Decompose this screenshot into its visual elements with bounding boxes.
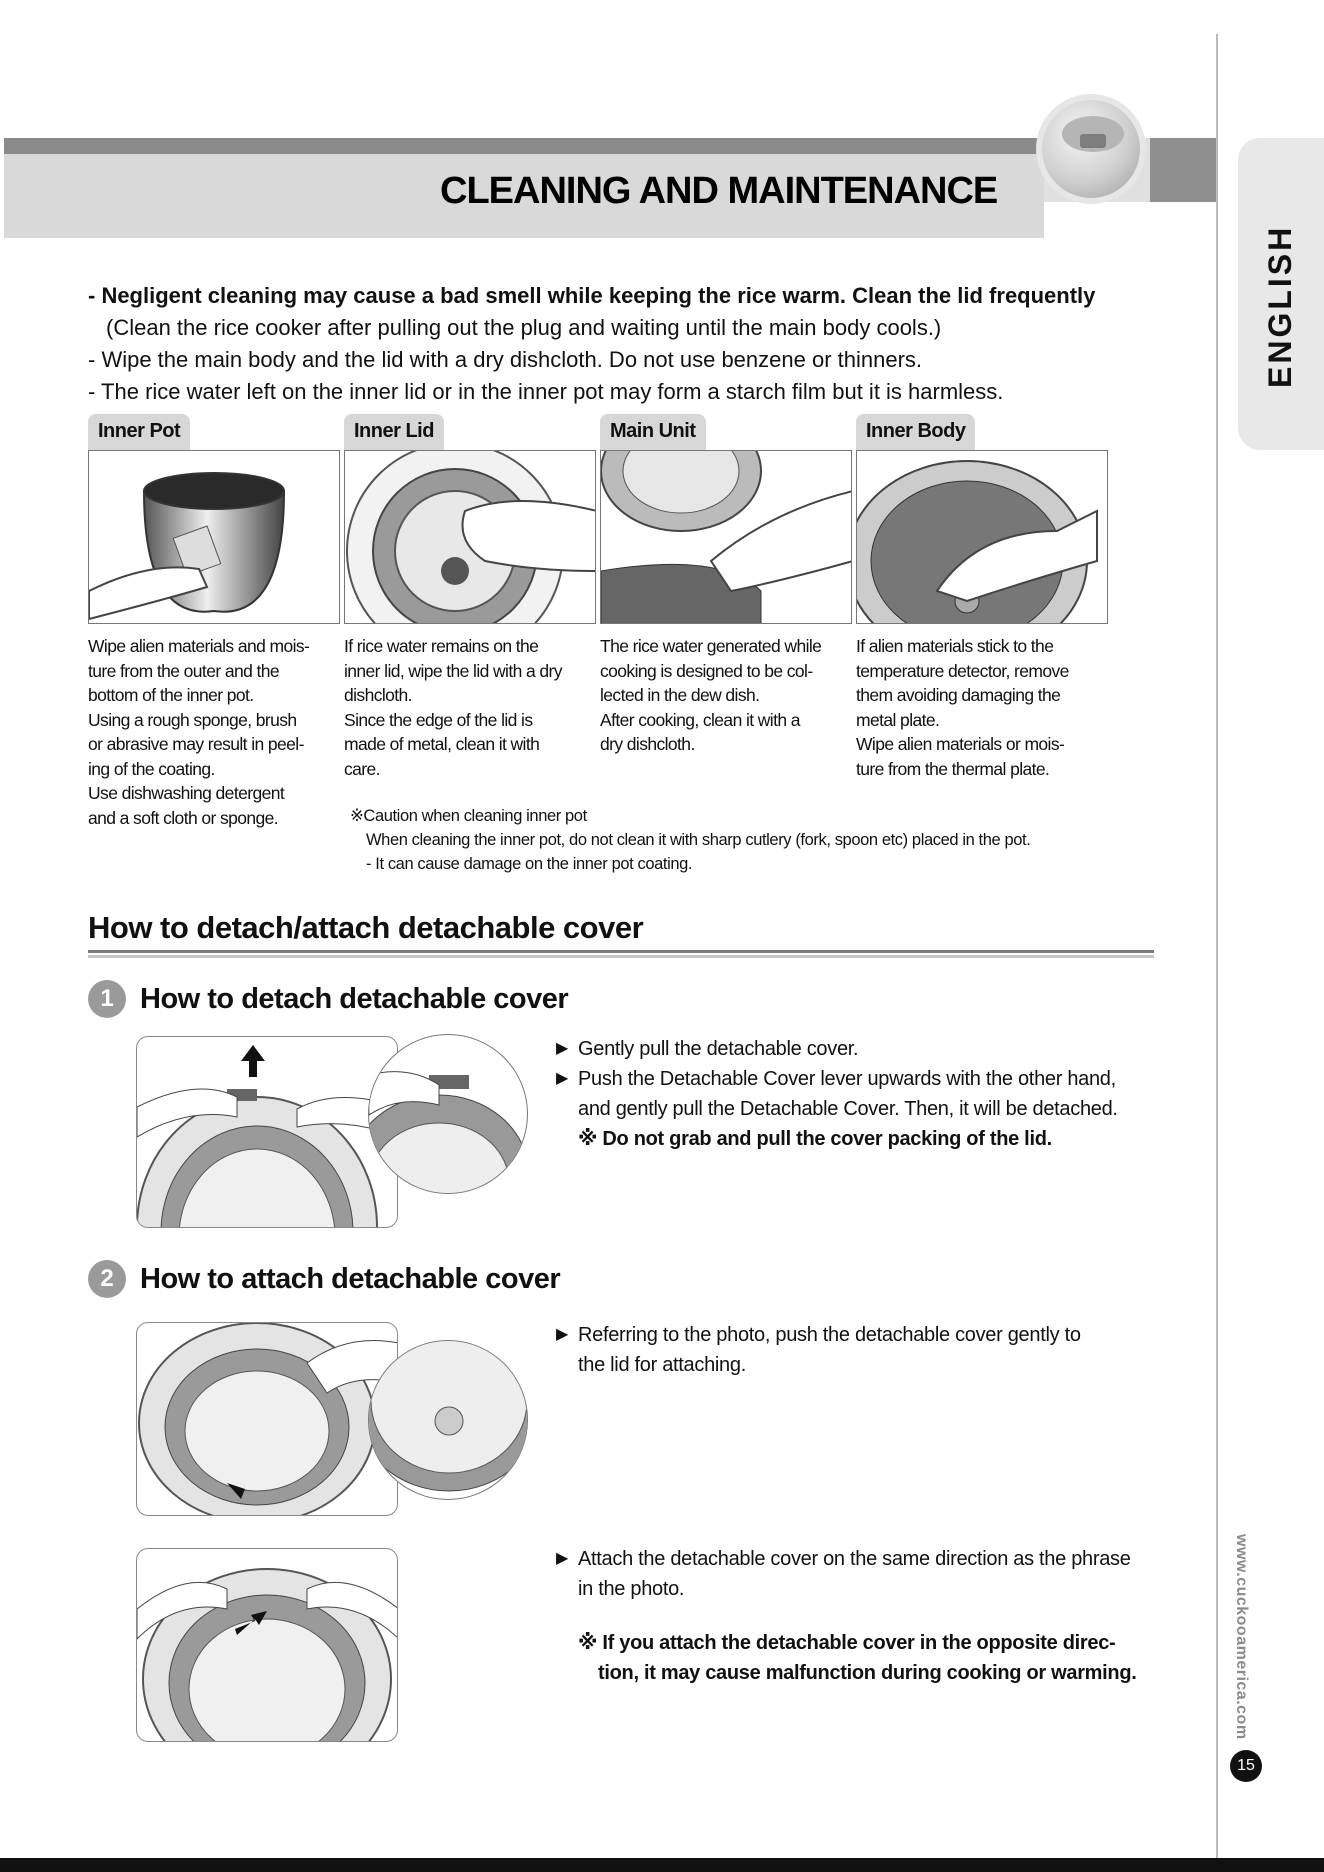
panel-inner-pot	[88, 414, 340, 830]
panel-text-line: Use dishwashing detergent	[88, 783, 285, 803]
intro-line: - The rice water left on the inner lid or in the inner pot may form a starch film but it is harmless.	[88, 379, 1004, 404]
panel-inner-body	[856, 414, 1108, 781]
intro-line: - Wipe the main body and the lid with a dry dishcloth. Do not use benzene or thinners.	[88, 347, 923, 372]
panel-text-line: and a soft cloth or sponge.	[88, 807, 279, 828]
panel-text-line: care.	[344, 758, 380, 779]
inner-lid-illustration	[344, 450, 596, 624]
caution-line: - It can cause damage on the inner pot coating.	[366, 855, 693, 873]
section-divider	[88, 950, 1154, 953]
panel-text-line: ture from the outer and the	[88, 660, 280, 681]
triangle-right-icon: ▶	[556, 1326, 569, 1343]
step-title: How to attach detachable cover	[140, 1262, 561, 1295]
instruction-text: Attach the detachable cover on the same direction as the phrase	[578, 1548, 1131, 1570]
panel-label: Inner Pot	[88, 414, 190, 450]
intro-notes	[88, 280, 1168, 408]
panel-text-line: them avoiding damaging the	[856, 685, 1061, 705]
panel-text-line: bottom of the inner pot.	[88, 685, 254, 705]
panel-main-unit	[600, 414, 852, 757]
rice-cooker-icon	[1036, 94, 1146, 204]
instruction-text: Gently pull the detachable cover.	[578, 1038, 859, 1060]
intro-line: (Clean the rice cooker after pulling out the plug and waiting until the main body cools.)	[106, 315, 942, 340]
step-1-heading	[88, 980, 568, 1018]
attach-instructions-a	[556, 1320, 1081, 1380]
panel-text-line: dry dishcloth.	[600, 734, 695, 754]
warning-note: tion, it may cause malfunction during cooking or warming.	[598, 1662, 1137, 1684]
page-title: CLEANING AND MAINTENANCE	[440, 170, 998, 212]
instruction-text: the lid for attaching.	[578, 1354, 746, 1376]
instruction-text: Referring to the photo, push the detachable cover gently to	[578, 1324, 1081, 1346]
header-dark-block	[1150, 138, 1216, 202]
intro-line: - Negligent cleaning may cause a bad smell while keeping the rice warm. Clean the lid frequently	[88, 283, 1096, 308]
header-dark-band	[4, 138, 1044, 154]
step-title: How to detach detachable cover	[140, 982, 569, 1015]
detach-zoom-detail	[368, 1034, 528, 1194]
step-number-badge: 2	[88, 1260, 126, 1298]
panel-label: Inner Body	[856, 414, 975, 450]
panel-text-line: If alien materials stick to the	[856, 636, 1054, 656]
attach-illustration	[136, 1322, 398, 1516]
panel-text-line: Wipe alien materials and mois-	[88, 636, 310, 656]
detach-instructions	[556, 1034, 1118, 1154]
inner-body-illustration	[856, 450, 1108, 624]
attach-direction-illustration	[136, 1548, 398, 1742]
panel-text-line: After cooking, clean it with a	[600, 709, 800, 730]
panel-label: Main Unit	[600, 414, 706, 450]
caution-title: ※Caution when cleaning inner pot	[350, 807, 587, 825]
panel-text-line: Since the edge of the lid is	[344, 709, 533, 730]
panel-text-line: cooking is designed to be col-	[600, 660, 813, 681]
attach-instructions-b	[556, 1544, 1137, 1688]
section-divider	[88, 955, 1154, 958]
triangle-right-icon: ▶	[556, 1040, 569, 1057]
warning-note: ※ Do not grab and pull the cover packing of the lid.	[578, 1128, 1052, 1150]
panel-label: Inner Lid	[344, 414, 444, 450]
panel-text-line: made of metal, clean it with	[344, 734, 540, 754]
panel-inner-lid	[344, 414, 596, 781]
page-bottom-edge	[0, 1858, 1324, 1872]
panel-text-line: temperature detector, remove	[856, 660, 1069, 681]
attach-zoom-detail	[368, 1340, 528, 1500]
panel-description	[88, 634, 340, 830]
panel-text-line: metal plate.	[856, 709, 940, 730]
panel-text-line: The rice water generated while	[600, 636, 822, 656]
instruction-text: in the photo.	[578, 1578, 685, 1600]
panel-text-line: inner lid, wipe the lid with a dry	[344, 660, 562, 681]
panel-description	[600, 634, 852, 757]
detach-illustration	[136, 1036, 398, 1228]
panel-text-line: dishcloth.	[344, 685, 412, 705]
panel-text-line: lected in the dew dish.	[600, 685, 760, 705]
triangle-right-icon: ▶	[556, 1550, 569, 1567]
step-2-heading	[88, 1260, 560, 1298]
panel-description	[856, 634, 1108, 781]
panel-text-line: Wipe alien materials or mois-	[856, 734, 1065, 754]
section-title: How to detach/attach detachable cover	[88, 910, 644, 945]
panel-text-line: or abrasive may result in peel-	[88, 734, 304, 754]
triangle-right-icon: ▶	[556, 1070, 569, 1087]
step-number-badge: 1	[88, 980, 126, 1018]
website-url: www.cuckooamerica.com	[1233, 1534, 1250, 1740]
panel-description	[344, 634, 596, 781]
caution-line: When cleaning the inner pot, do not clean it with sharp cutlery (fork, spoon etc) placed in the pot.	[366, 831, 1031, 849]
instruction-text: and gently pull the Detachable Cover. Then, it will be detached.	[578, 1098, 1118, 1120]
caution-note	[350, 804, 1030, 876]
panel-text-line: ing of the coating.	[88, 758, 215, 779]
warning-note: ※ If you attach the detachable cover in the opposite direc-	[578, 1632, 1116, 1654]
language-tab-label: ENGLISH	[1262, 224, 1298, 388]
panel-text-line: Using a rough sponge, brush	[88, 709, 297, 730]
panel-text-line: If rice water remains on the	[344, 636, 539, 656]
main-unit-illustration	[600, 450, 852, 624]
instruction-text: Push the Detachable Cover lever upwards with the other hand,	[578, 1068, 1116, 1090]
side-divider	[1216, 34, 1218, 1870]
inner-pot-illustration	[88, 450, 340, 624]
page-number: 15	[1230, 1750, 1262, 1782]
panel-text-line: ture from the thermal plate.	[856, 758, 1050, 779]
